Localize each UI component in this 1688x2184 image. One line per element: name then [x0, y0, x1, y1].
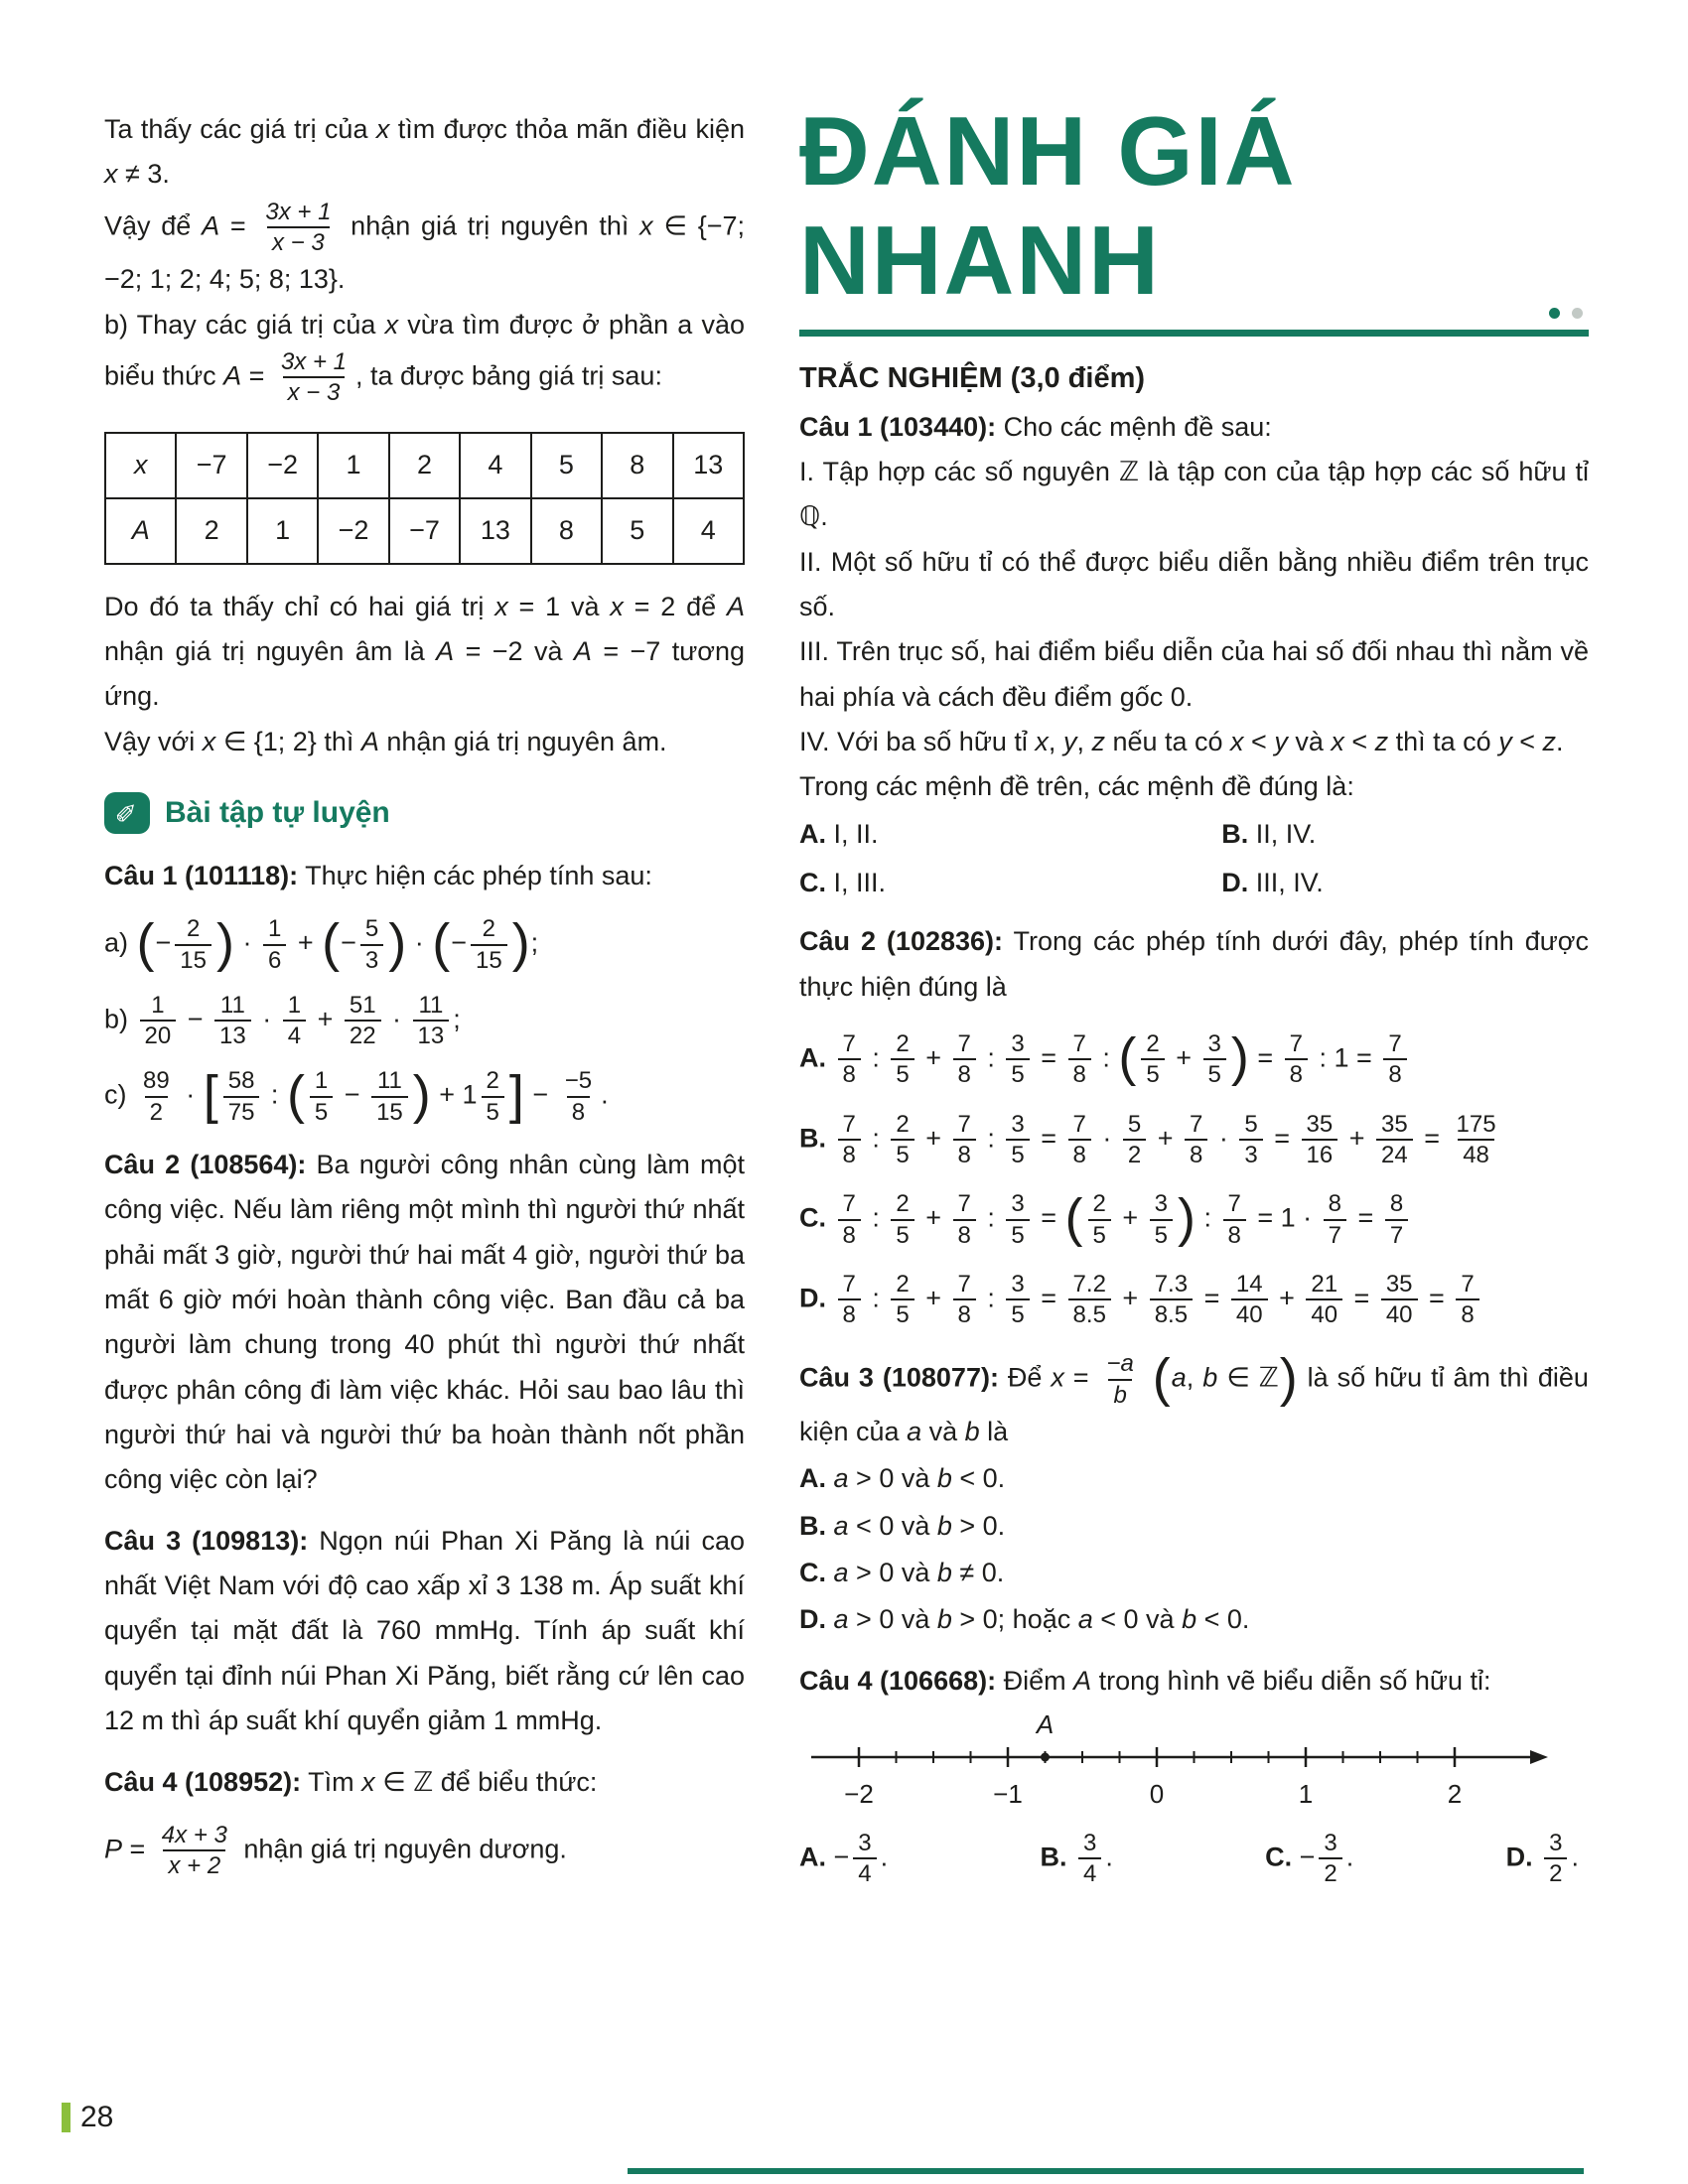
arrowhead-icon [1530, 1750, 1548, 1764]
left-column [104, 107, 745, 1896]
section-heading: TRẮC NGHIỆM (3,0 điểm) [799, 361, 1146, 394]
option-a: A. − $\frac{3}{4}$ . [799, 1829, 889, 1888]
option-c: C. − $\frac{3}{2}$ . [1265, 1829, 1354, 1888]
option-b: B. a < 0 và b > 0. [799, 1510, 1006, 1541]
table-cell: x [105, 433, 176, 498]
question-4-label: Câu 4 (108952): Tìm x ∈ ℤ để biểu thức: [104, 1766, 598, 1797]
option-b: B. II, IV. [1221, 818, 1317, 849]
statement-1: I. Tập hợp các số nguyên ℤ là tập con của tập hợp các số hữu tỉ ℚ. [799, 456, 1589, 532]
title-rule [799, 330, 1589, 337]
point-a-label: A [1036, 1710, 1055, 1739]
solution-paragraph: Ta thấy các giá trị của x tìm được thỏa mãn điều kiện x ≠ 3. [104, 114, 745, 190]
tick-label: 2 [1447, 1778, 1463, 1809]
statement-3: III. Trên trục số, hai điểm biểu diễn của hai số đối nhau thì nằm về hai phía và cách đều điểm gốc 0. [799, 636, 1589, 712]
table-cell: −2 [318, 498, 388, 564]
question-1-prompt: Trong các mệnh đề trên, các mệnh đề đúng là: [799, 771, 1354, 802]
table-cell: 13 [460, 498, 530, 564]
table-cell: 8 [531, 498, 602, 564]
pen-icon: ✎ [104, 792, 150, 834]
option-b: B. $\frac{3}{4}$ . [1040, 1829, 1113, 1888]
table-cell: 2 [389, 433, 460, 498]
bottom-rule [628, 2168, 1584, 2174]
table-row-a [105, 498, 744, 564]
practice-heading-label: Bài tập tự luyện [165, 795, 390, 829]
solution-paragraph: Vậy để A = $\frac{3x + 1}{x - 3}$ nhận giá trị nguyên thì x ∈ {−7; −2; 1; 2; 4; 5; 8; 13}. [104, 198, 745, 295]
practice-heading [104, 792, 745, 834]
question-3: Câu 3 (109813): Ngọn núi Phan Xi Păng là núi cao nhất Việt Nam với độ cao xấp xỉ 3 138 m. Áp suất khí quyển tại mặt đất là 760 mmHg. Tính áp suất khí quyển tại đỉnh núi Phan Xi Păng, biết rằng cứ lên cao 12 m thì áp suất khí quyển giảm 1 mmHg. [104, 1525, 745, 1736]
solution-paragraph: Do đó ta thấy chỉ có hai giá trị x = 1 và x = 2 để A nhận giá trị nguyên âm là A = −2 và A = −7 tương ứng. [104, 591, 746, 712]
number-line-figure [799, 1711, 1584, 1815]
expression-a: a) (− $\frac{2}{15}$ ) · $\frac{1}{6}$ + (− $\frac{5}{3}$ ) · (− $\frac{2}{15}$ ); [104, 912, 539, 974]
option-a: A. I, II. [799, 818, 879, 849]
table-cell: −2 [247, 433, 318, 498]
value-table [104, 432, 745, 565]
option-c: C. $\frac{7}{8}$ : $\frac{2}{5}$ + $\frac{7}{8}$ : $\frac{3}{5}$ = ( $\frac{2}{5}$ + $\frac{3}{5}$ ) : $\frac{7}{8}$ = 1 · $\frac{8}{7}$ = $\frac{8}{7}$ [799, 1189, 1589, 1250]
expression-p: P = $\frac{4x + 3}{x + 2}$ nhận giá trị nguyên dương. [104, 1821, 567, 1880]
option-c: C. a > 0 và b ≠ 0. [799, 1557, 1005, 1587]
right-column [799, 96, 1589, 1896]
expression-b: b) $\frac{1}{20}$ − $\frac{11}{13}$ · $\frac{1}{4}$ + $\frac{51}{22}$ · $\frac{11}{13}$ ; [104, 991, 461, 1050]
page-number [62, 2101, 113, 2134]
title-dots [1549, 308, 1583, 319]
option-d: D. $\frac{7}{8}$ : $\frac{2}{5}$ + $\frac{7}{8}$ : $\frac{3}{5}$ = $\frac{7.2}{8.5}$ + $\frac{7.3}{8.5}$ = $\frac{14}{40}$ + $\frac{21}{40}$ = $\frac{35}{40}$ = $\frac{7}{8}$ [799, 1270, 1589, 1330]
table-cell: 8 [602, 433, 672, 498]
tick-label: 1 [1298, 1778, 1314, 1809]
table-cell: A [105, 498, 176, 564]
point-a-dot [1041, 1752, 1050, 1761]
solution-paragraph: b) Thay các giá trị của x vừa tìm được ở phần a vào biểu thức A = $\frac{3x + 1}{x - 3}$ , ta được bảng giá trị sau: [104, 309, 745, 407]
table-cell: 13 [673, 433, 745, 498]
question-3-label: Câu 3 (108077): Để x = $\frac{-a}{b}$ (a, b ∈ ℤ) là số hữu tỉ âm thì điều kiện của a và b là [799, 1347, 1589, 1446]
table-cell: 5 [602, 498, 672, 564]
dot-icon [1549, 308, 1560, 319]
option-d: D. $\frac{3}{2}$ . [1505, 1829, 1579, 1888]
option-a: A. a > 0 và b < 0. [799, 1463, 1006, 1494]
page-number-value: 28 [80, 2101, 114, 2133]
table-cell: 5 [531, 433, 602, 498]
dot-icon [1572, 308, 1583, 319]
question-4-label: Câu 4 (106668): Điểm A trong hình vẽ biểu diễn số hữu tỉ: [799, 1665, 1491, 1696]
question-2-label: Câu 2 (102836): Trong các phép tính dưới đây, phép tính được thực hiện đúng là [799, 926, 1589, 1002]
question-4-options [799, 1829, 1579, 1889]
table-cell: 2 [176, 498, 246, 564]
tick-label: −2 [844, 1778, 874, 1809]
option-c: C. I, III. [799, 868, 887, 898]
page-title-line1: ĐÁNH GIÁ [799, 96, 1297, 205]
question-1-options [799, 812, 1589, 906]
table-cell: −7 [389, 498, 460, 564]
table-cell: 4 [673, 498, 745, 564]
statement-4: IV. Với ba số hữu tỉ x, y, z nếu ta có x < y và x < z thì ta có y < z. [799, 727, 1564, 757]
expression-c: c) $\frac{89}{2}$ · [ $\frac{58}{75}$ : ( $\frac{1}{5}$ − $\frac{11}{15}$ ) + 1 $\frac{2}{5}$ ] − $\frac{-5}{8}$ . [104, 1064, 609, 1126]
tick-label: 0 [1149, 1778, 1165, 1809]
table-cell: 1 [318, 433, 388, 498]
page-title [799, 97, 1589, 316]
option-d: D. a > 0 và b > 0; hoặc a < 0 và b < 0. [799, 1604, 1250, 1635]
table-cell: 1 [247, 498, 318, 564]
page-number-bar [62, 2103, 70, 2132]
green-rule [799, 330, 1589, 337]
statement-2: II. Một số hữu tỉ có thể được biểu diễn bằng nhiều điểm trên trục số. [799, 546, 1589, 621]
option-a: A. $\frac{7}{8}$ : $\frac{2}{5}$ + $\frac{7}{8}$ : $\frac{3}{5}$ = $\frac{7}{8}$ : ( $\frac{2}{5}$ + $\frac{3}{5}$ ) = $\frac{7}{8}$ : 1 = $\frac{7}{8}$ [799, 1029, 1589, 1090]
option-d: D. III, IV. [1221, 868, 1324, 898]
table-row-x [105, 433, 744, 498]
question-1-label: Câu 1 (101118): Thực hiện các phép tính sau: [104, 860, 652, 890]
question-2: Câu 2 (108564): Ba người công nhân cùng làm một công việc. Nếu làm riêng một mình thì người thứ nhất phải mất 3 giờ, người thứ hai mất 4 giờ, người thứ ba mất 6 giờ mới hoàn thành công việc. Ban đầu cả ba người làm chung trong 40 phút thì người thứ nhất được phân công đi làm việc khác. Hỏi sau bao lâu thì người thứ hai và người thứ ba hoàn thành nốt phần công việc còn lại? [104, 1149, 745, 1495]
question-1-label: Câu 1 (103440): Cho các mệnh đề sau: [799, 411, 1272, 442]
table-cell: −7 [176, 433, 246, 498]
table-cell: 4 [460, 433, 530, 498]
option-b: B. $\frac{7}{8}$ : $\frac{2}{5}$ + $\frac{7}{8}$ : $\frac{3}{5}$ = $\frac{7}{8}$ · $\frac{5}{2}$ + $\frac{7}{8}$ · $\frac{5}{3}$ = $\frac{35}{16}$ + $\frac{35}{24}$ = $\frac{175}{48}$ [799, 1110, 1496, 1168]
page-title-line2: NHANH [799, 205, 1161, 315]
tick-label: −1 [993, 1778, 1023, 1809]
solution-paragraph: Vậy với x ∈ {1; 2} thì A nhận giá trị nguyên âm. [104, 726, 667, 756]
